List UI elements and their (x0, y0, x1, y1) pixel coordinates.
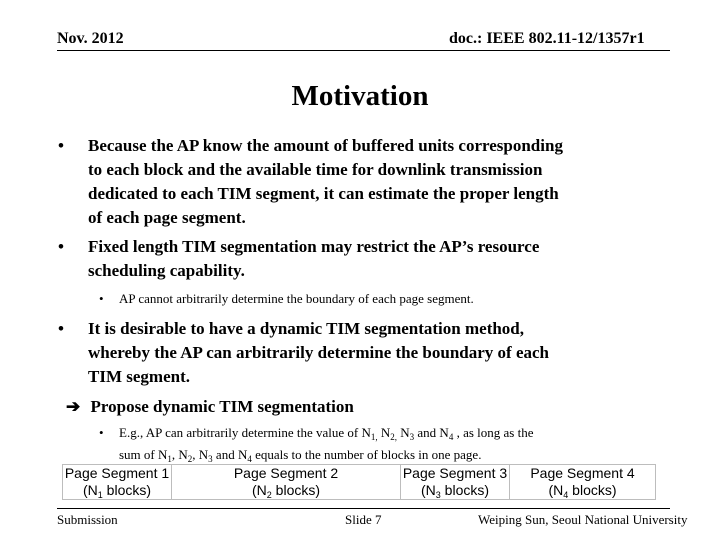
sub-bullet-1 (99, 290, 474, 308)
bullet-line: Because the AP know the amount of buffered units corresponding (88, 136, 563, 155)
segment-label: Page Segment 1 (64, 465, 170, 481)
header-doc-id: doc.: IEEE 802.11-12/1357r1 (449, 30, 645, 47)
bullet-line: dedicated to each TIM segment, it can estimate the proper length (88, 184, 559, 203)
segment-label: Page Segment 3 (402, 465, 508, 481)
sub-bullet-dot: • (99, 291, 104, 306)
bullet-line: It is desirable to have a dynamic TIM segmentation method, (88, 319, 525, 338)
footer-rule (57, 508, 670, 509)
bullet-3 (58, 317, 550, 389)
page-segment-cell (172, 465, 401, 499)
bullet-line: Fixed length TIM segmentation may restrict the AP’s resource (88, 237, 540, 256)
page-segment-cell (63, 465, 172, 499)
footer-author: Weiping Sun, Seoul National University (478, 512, 688, 527)
sub-bullet-line-1: E.g., AP can arbitrarily determine the value of $N_{1,}$ $N_{2,}$ $N_3$ and $N_4$ , as long as the (119, 425, 534, 442)
right-arrow-icon: ➔ (66, 397, 81, 416)
bullet-dot: • (58, 237, 64, 256)
bullet-1 (58, 134, 563, 230)
bullet-line: of each page segment. (88, 208, 246, 227)
sub-bullet-text: AP cannot arbitrarily determine the boundary of each page segment. (119, 291, 474, 306)
sub-bullet-dot: • (99, 425, 104, 440)
page-segment-table (62, 464, 656, 500)
sub-bullet-2 (99, 424, 534, 468)
bullet-dot: • (58, 136, 64, 155)
segment-blocks: ($N_4$ blocks) (548, 482, 617, 500)
proposal-text: Propose dynamic TIM segmentation (90, 397, 354, 416)
footer-submission: Submission (57, 512, 118, 527)
header-date: Nov. 2012 (57, 30, 124, 47)
bullet-dot: • (58, 319, 64, 338)
footer-slide-number: Slide 7 (345, 512, 382, 527)
bullet-line: TIM segment. (88, 367, 190, 386)
segment-blocks: ($N_3$ blocks) (420, 482, 490, 500)
segment-label: Page Segment 2 (233, 465, 339, 481)
slide-title: Motivation (291, 80, 429, 112)
bullet-2 (58, 235, 540, 283)
page-segment-cell (401, 465, 510, 499)
segment-label: Page Segment 4 (530, 465, 635, 481)
bullet-line: scheduling capability. (88, 261, 245, 280)
bullet-line: whereby the AP can arbitrarily determine the boundary of each (88, 343, 550, 362)
header-rule (57, 50, 670, 51)
proposal-line (66, 395, 354, 419)
page-segment-cell (510, 465, 655, 499)
sub-bullet-line-2: sum of $N_1$, $N_2$, $N_3$ and $N_4$ equals to the number of blocks in one page. (119, 447, 482, 464)
segment-blocks: ($N_2$ blocks) (251, 482, 321, 500)
segment-blocks: ($N_1$ blocks) (82, 482, 152, 500)
bullet-line: to each block and the available time for downlink transmission (88, 160, 543, 179)
